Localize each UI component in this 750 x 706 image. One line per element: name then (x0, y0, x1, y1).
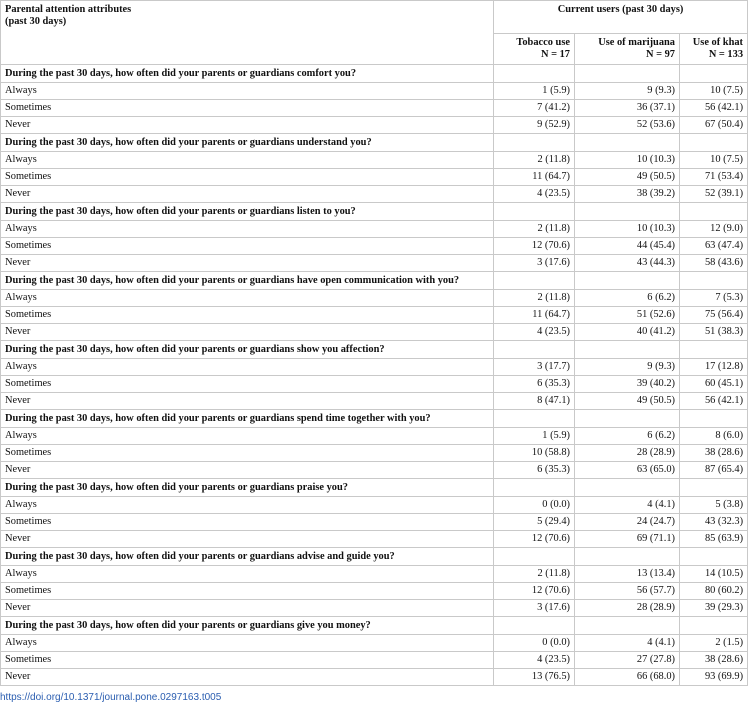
column-name: Use of khat (692, 37, 744, 48)
value-cell: 1 (5.9) (494, 428, 575, 445)
table-row (1, 462, 748, 479)
value-cell: 3 (17.7) (494, 359, 575, 376)
value-cell: 52 (53.6) (575, 117, 680, 134)
value-cell: 11 (64.7) (494, 307, 575, 324)
question-row (1, 410, 748, 428)
value-cell: 56 (42.1) (680, 100, 748, 117)
value-cell: 2 (1.5) (680, 635, 748, 652)
value-cell: 2 (11.8) (494, 221, 575, 238)
value-cell: 4 (23.5) (494, 652, 575, 669)
value-cell: 5 (29.4) (494, 514, 575, 531)
question-row (1, 341, 748, 359)
value-cell: 12 (9.0) (680, 221, 748, 238)
question-row (1, 272, 748, 290)
value-cell: 87 (65.4) (680, 462, 748, 479)
empty-cell (680, 272, 748, 290)
question-text: During the past 30 days, how often did your parents or guardians praise you? (1, 479, 494, 497)
frequency-label: Always (1, 428, 494, 445)
value-cell: 27 (27.8) (575, 652, 680, 669)
table-row (1, 428, 748, 445)
question-text: During the past 30 days, how often did your parents or guardians advise and guide you? (1, 548, 494, 566)
value-cell: 8 (47.1) (494, 393, 575, 410)
value-cell: 63 (47.4) (680, 238, 748, 255)
value-cell: 38 (28.6) (680, 652, 748, 669)
empty-cell (575, 65, 680, 83)
table-row (1, 221, 748, 238)
question-row (1, 617, 748, 635)
frequency-label: Always (1, 635, 494, 652)
frequency-label: Always (1, 359, 494, 376)
value-cell: 63 (65.0) (575, 462, 680, 479)
empty-cell (494, 410, 575, 428)
table-row (1, 186, 748, 203)
value-cell: 3 (17.6) (494, 255, 575, 272)
value-cell: 12 (70.6) (494, 583, 575, 600)
value-cell: 51 (52.6) (575, 307, 680, 324)
table-row (1, 600, 748, 617)
empty-cell (575, 410, 680, 428)
value-cell: 9 (9.3) (575, 83, 680, 100)
value-cell: 7 (5.3) (680, 290, 748, 307)
value-cell: 43 (32.3) (680, 514, 748, 531)
value-cell: 39 (29.3) (680, 600, 748, 617)
table-row (1, 238, 748, 255)
value-cell: 11 (64.7) (494, 169, 575, 186)
question-text: During the past 30 days, how often did your parents or guardians give you money? (1, 617, 494, 635)
table-row (1, 324, 748, 341)
empty-cell (680, 341, 748, 359)
question-text: During the past 30 days, how often did your parents or guardians spend time together with you? (1, 410, 494, 428)
value-cell: 39 (40.2) (575, 376, 680, 393)
value-cell: 3 (17.6) (494, 600, 575, 617)
value-cell: 9 (9.3) (575, 359, 680, 376)
value-cell: 56 (57.7) (575, 583, 680, 600)
column-name: Use of marijuana (598, 37, 675, 48)
value-cell: 9 (52.9) (494, 117, 575, 134)
frequency-label: Sometimes (1, 583, 494, 600)
question-row (1, 134, 748, 152)
value-cell: 10 (7.5) (680, 83, 748, 100)
table-row (1, 307, 748, 324)
value-cell: 75 (56.4) (680, 307, 748, 324)
table-row (1, 669, 748, 686)
table-row (1, 359, 748, 376)
value-cell: 13 (13.4) (575, 566, 680, 583)
column-header-marijuana (575, 34, 680, 65)
value-cell: 56 (42.1) (680, 393, 748, 410)
table-row (1, 635, 748, 652)
empty-cell (575, 548, 680, 566)
column-n: N = 133 (708, 49, 744, 60)
question-text: During the past 30 days, how often did your parents or guardians listen to you? (1, 203, 494, 221)
value-cell: 5 (3.8) (680, 497, 748, 514)
value-cell: 4 (23.5) (494, 186, 575, 203)
table-row (1, 255, 748, 272)
empty-cell (680, 134, 748, 152)
column-header-tobacco (494, 34, 575, 65)
column-name: Tobacco use (516, 37, 570, 48)
empty-cell (680, 479, 748, 497)
frequency-label: Always (1, 566, 494, 583)
value-cell: 8 (6.0) (680, 428, 748, 445)
frequency-label: Always (1, 152, 494, 169)
value-cell: 6 (35.3) (494, 462, 575, 479)
question-row (1, 65, 748, 83)
frequency-label: Never (1, 669, 494, 686)
value-cell: 10 (10.3) (575, 221, 680, 238)
table-row (1, 152, 748, 169)
table-row (1, 497, 748, 514)
value-cell: 28 (28.9) (575, 600, 680, 617)
question-text: During the past 30 days, how often did your parents or guardians show you affection? (1, 341, 494, 359)
frequency-label: Sometimes (1, 514, 494, 531)
value-cell: 10 (10.3) (575, 152, 680, 169)
frequency-label: Always (1, 221, 494, 238)
value-cell: 52 (39.1) (680, 186, 748, 203)
value-cell: 10 (58.8) (494, 445, 575, 462)
value-cell: 14 (10.5) (680, 566, 748, 583)
empty-cell (494, 479, 575, 497)
value-cell: 0 (0.0) (494, 635, 575, 652)
question-text: During the past 30 days, how often did your parents or guardians comfort you? (1, 65, 494, 83)
frequency-label: Sometimes (1, 445, 494, 462)
empty-cell (680, 203, 748, 221)
frequency-label: Never (1, 186, 494, 203)
frequency-label: Never (1, 600, 494, 617)
doi-link[interactable]: https://doi.org/10.1371/journal.pone.0297163.t005 (0, 692, 222, 703)
empty-cell (575, 341, 680, 359)
table-row (1, 445, 748, 462)
value-cell: 6 (6.2) (575, 290, 680, 307)
empty-cell (494, 203, 575, 221)
current-users-header: Current users (past 30 days) (494, 1, 748, 34)
frequency-label: Always (1, 497, 494, 514)
value-cell: 40 (41.2) (575, 324, 680, 341)
value-cell: 2 (11.8) (494, 290, 575, 307)
question-row (1, 479, 748, 497)
value-cell: 38 (28.6) (680, 445, 748, 462)
empty-cell (575, 272, 680, 290)
value-cell: 49 (50.5) (575, 393, 680, 410)
frequency-label: Sometimes (1, 238, 494, 255)
value-cell: 2 (11.8) (494, 152, 575, 169)
value-cell: 17 (12.8) (680, 359, 748, 376)
table-row (1, 100, 748, 117)
frequency-label: Sometimes (1, 100, 494, 117)
frequency-label: Never (1, 531, 494, 548)
question-text: During the past 30 days, how often did your parents or guardians have open communication with you? (1, 272, 494, 290)
frequency-label: Always (1, 83, 494, 100)
frequency-label: Always (1, 290, 494, 307)
value-cell: 1 (5.9) (494, 83, 575, 100)
value-cell: 0 (0.0) (494, 497, 575, 514)
empty-cell (494, 65, 575, 83)
value-cell: 36 (37.1) (575, 100, 680, 117)
header-row (1, 1, 748, 34)
value-cell: 58 (43.6) (680, 255, 748, 272)
empty-cell (575, 479, 680, 497)
table-row (1, 652, 748, 669)
table-row (1, 514, 748, 531)
table-row (1, 290, 748, 307)
value-cell: 69 (71.1) (575, 531, 680, 548)
frequency-label: Sometimes (1, 169, 494, 186)
value-cell: 24 (24.7) (575, 514, 680, 531)
column-header-khat (680, 34, 748, 65)
value-cell: 13 (76.5) (494, 669, 575, 686)
table-row (1, 376, 748, 393)
value-cell: 28 (28.9) (575, 445, 680, 462)
frequency-label: Never (1, 393, 494, 410)
value-cell: 38 (39.2) (575, 186, 680, 203)
table-row (1, 169, 748, 186)
empty-cell (575, 134, 680, 152)
table-row (1, 117, 748, 134)
value-cell: 51 (38.3) (680, 324, 748, 341)
value-cell: 85 (63.9) (680, 531, 748, 548)
value-cell: 71 (53.4) (680, 169, 748, 186)
attributes-header-line1: Parental attention attributes (5, 4, 132, 15)
table-row (1, 83, 748, 100)
empty-cell (575, 617, 680, 635)
frequency-label: Sometimes (1, 652, 494, 669)
frequency-label: Never (1, 324, 494, 341)
question-text: During the past 30 days, how often did your parents or guardians understand you? (1, 134, 494, 152)
attributes-header-line2: (past 30 days) (5, 16, 67, 27)
value-cell: 60 (45.1) (680, 376, 748, 393)
empty-cell (680, 548, 748, 566)
table-row (1, 531, 748, 548)
column-n: N = 97 (645, 49, 675, 60)
value-cell: 12 (70.6) (494, 531, 575, 548)
frequency-label: Never (1, 462, 494, 479)
question-row (1, 548, 748, 566)
empty-cell (575, 203, 680, 221)
frequency-label: Never (1, 255, 494, 272)
value-cell: 67 (50.4) (680, 117, 748, 134)
value-cell: 7 (41.2) (494, 100, 575, 117)
value-cell: 2 (11.8) (494, 566, 575, 583)
empty-cell (494, 548, 575, 566)
empty-cell (494, 272, 575, 290)
empty-cell (494, 617, 575, 635)
frequency-label: Sometimes (1, 307, 494, 324)
value-cell: 12 (70.6) (494, 238, 575, 255)
frequency-label: Sometimes (1, 376, 494, 393)
table-body (1, 65, 748, 686)
frequency-label: Never (1, 117, 494, 134)
column-n: N = 17 (540, 49, 570, 60)
table-row (1, 393, 748, 410)
value-cell: 4 (4.1) (575, 497, 680, 514)
value-cell: 6 (6.2) (575, 428, 680, 445)
attributes-header (1, 1, 494, 65)
value-cell: 4 (23.5) (494, 324, 575, 341)
value-cell: 6 (35.3) (494, 376, 575, 393)
empty-cell (680, 410, 748, 428)
value-cell: 10 (7.5) (680, 152, 748, 169)
question-row (1, 203, 748, 221)
value-cell: 44 (45.4) (575, 238, 680, 255)
table-row (1, 583, 748, 600)
value-cell: 93 (69.9) (680, 669, 748, 686)
value-cell: 43 (44.3) (575, 255, 680, 272)
value-cell: 49 (50.5) (575, 169, 680, 186)
empty-cell (494, 341, 575, 359)
empty-cell (680, 65, 748, 83)
value-cell: 80 (60.2) (680, 583, 748, 600)
empty-cell (680, 617, 748, 635)
table-row (1, 566, 748, 583)
empty-cell (494, 134, 575, 152)
value-cell: 66 (68.0) (575, 669, 680, 686)
value-cell: 4 (4.1) (575, 635, 680, 652)
